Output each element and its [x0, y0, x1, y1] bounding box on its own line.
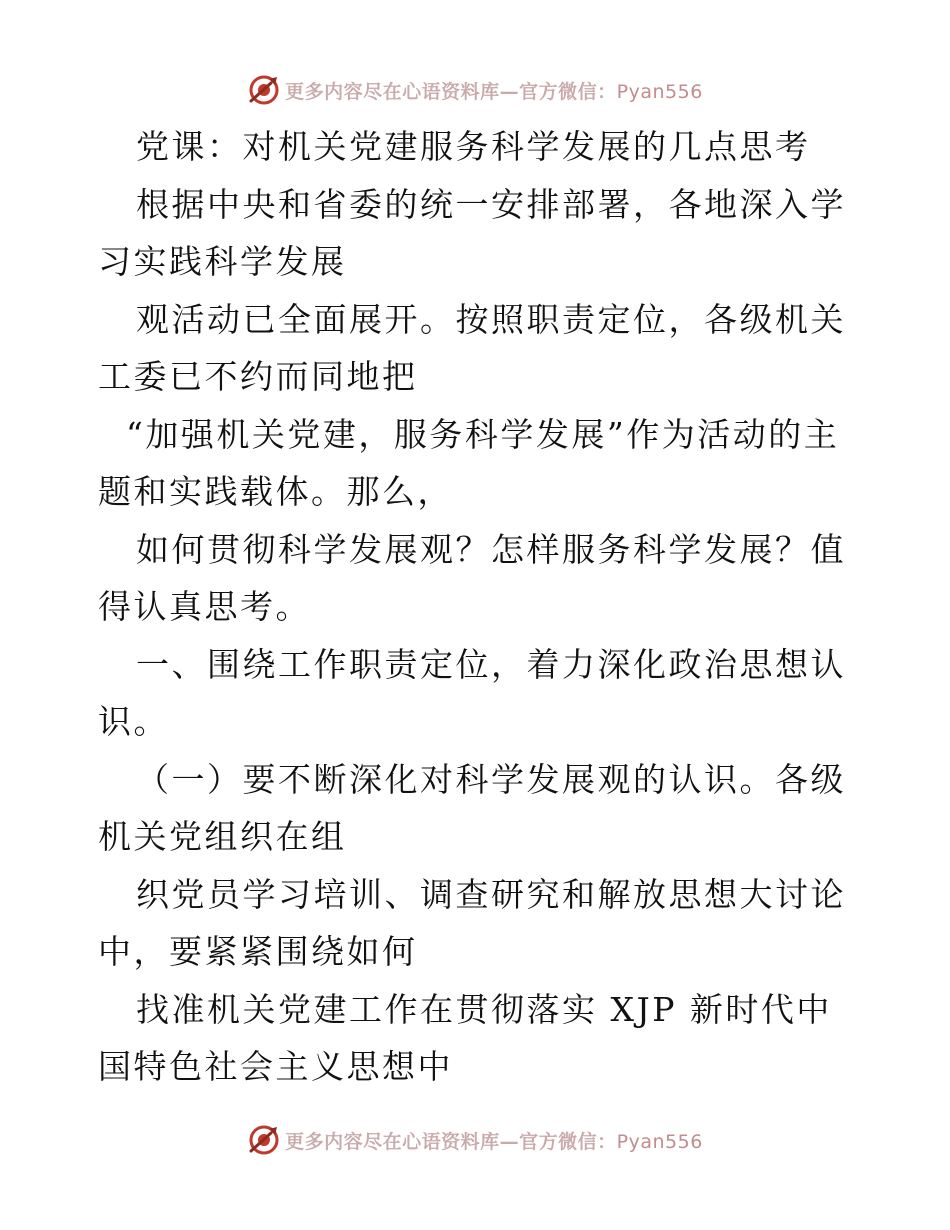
document-title: 党课：对机关党建服务科学发展的几点思考	[136, 127, 811, 166]
header-watermark-banner	[0, 70, 950, 110]
header-banner-text: 更多内容尽在心语资料库—官方微信：Pyan556	[285, 80, 703, 103]
footer-watermark-banner	[0, 1120, 950, 1160]
paragraph-4: 如何贯彻科学发展观？怎样服务科学发展？值得认真思考。	[98, 529, 846, 626]
header-banner-contact: Pyan556	[616, 80, 703, 103]
footer-banner-text: 更多内容尽在心语资料库—官方微信：Pyan556	[285, 1130, 703, 1153]
paragraph-2: 观活动已全面展开。按照职责定位，各级机关工委已不约而同地把	[98, 299, 846, 396]
paragraph-6: 织党员学习培训、调查研究和解放思想大讨论中，要紧紧围绕如何	[98, 874, 846, 971]
document-body	[98, 118, 858, 1096]
paragraph-1: 根据中央和省委的统一安排部署，各地深入学习实践科学发展	[98, 184, 846, 281]
brand-logo-icon	[247, 1123, 281, 1157]
paragraph-5: （一）要不断深化对科学发展观的认识。各级机关党组织在组	[98, 759, 846, 856]
paragraph-3: “加强机关党建，服务科学发展”作为活动的主题和实践载体。那么，	[98, 414, 840, 511]
brand-logo-icon	[247, 73, 281, 107]
section-heading-1: 一、围绕工作职责定位，着力深化政治思想认识。	[98, 644, 846, 741]
footer-banner-contact: Pyan556	[616, 1130, 703, 1153]
paragraph-7: 找准机关党建工作在贯彻落实 XJP 新时代中国特色社会主义思想中	[98, 989, 832, 1086]
